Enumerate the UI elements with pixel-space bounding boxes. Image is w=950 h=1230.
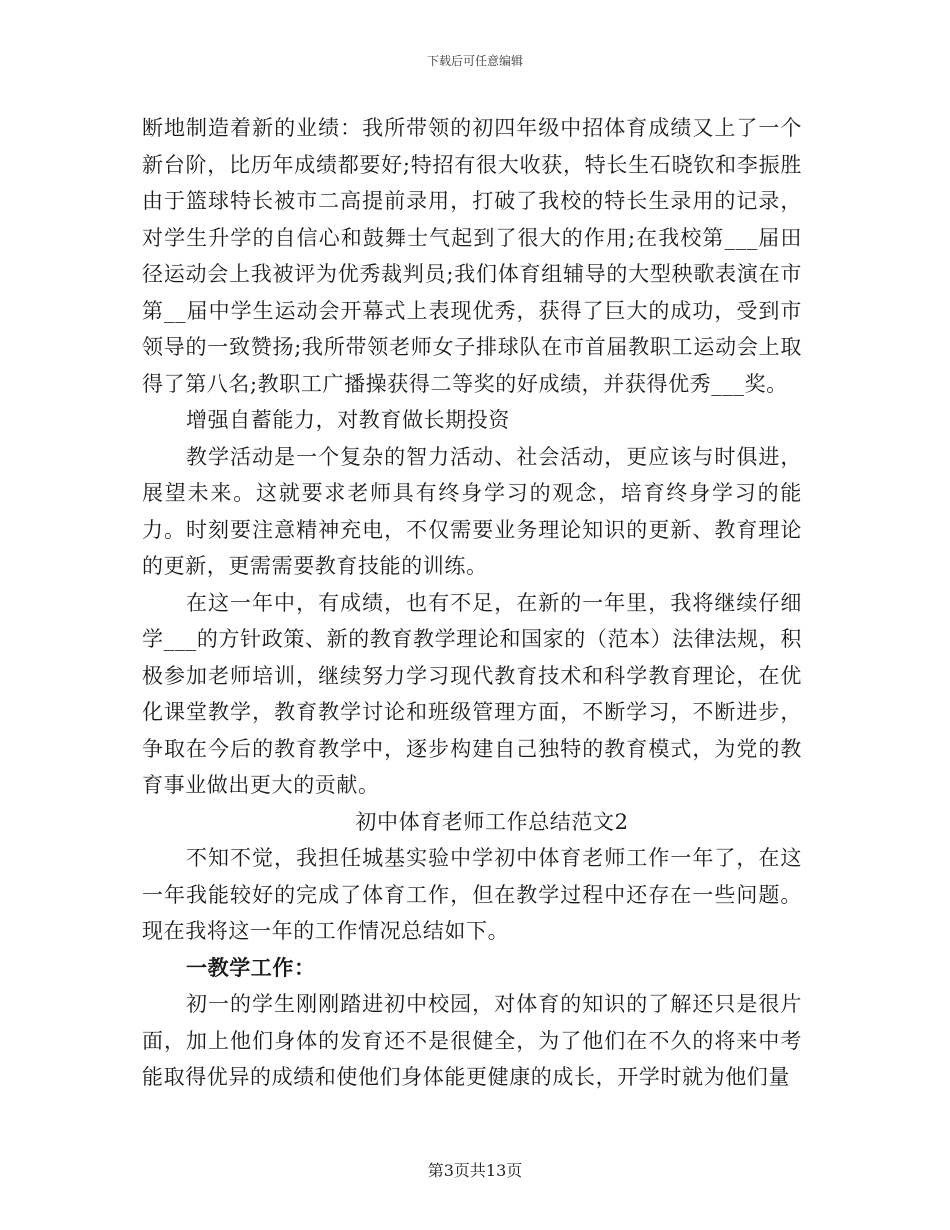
page-header-note: 下载后可任意编辑: [426, 54, 523, 68]
paragraph-next-year: 在这一年中，有成绩，也有不足，在新的一年里，我将继续仔细学___的方针政策、新的教育教学理论和国家的（范本）法律法规，积极参加老师培训，继续努力学习现代教育技术和科学教育理论，在优化课堂教学，教育教学讨论和班级管理方面，不断学习，不断进步，争取在今后的教育教学中，逐步构建自己独特的教育模式，为党的教育事业做出更大的贡献。: [142, 590, 802, 797]
section-title-2: 初中体育老师工作总结范文2: [355, 809, 629, 834]
subheading-self-improvement: 增强自蓄能力，对教育做长期投资: [186, 408, 510, 432]
document-body: [142, 110, 802, 1096]
paragraph-intro-2: 不知不觉，我担任城基实验中学初中体育老师工作一年了，在这一年我能较好的完成了体育工作，但在教学过程中还存在一些问题。现在我将这一年的工作情况总结如下。: [142, 846, 802, 943]
paragraph-teaching: 初一的学生刚刚踏进初中校园，对体育的知识的了解还只是很片面，加上他们身体的发育还不是很健全，为了他们在不久的将来中考能取得优异的成绩和使他们身体能更健康的成长，开学时就为他们量: [142, 992, 802, 1089]
paragraph-achievements: 断地制造着新的业绩：我所带领的初四年级中招体育成绩又上了一个新台阶，比历年成绩都要好;特招有很大收获，特长生石晓钦和李振胜由于篮球特长被市二高提前录用，打破了我校的特长生录用的记录，对学生升学的自信心和鼓舞士气起到了很大的作用;在我校第___届田径运动会上我被评为优秀裁判员;我们体育组辅导的大型秧歌表演在市第__届中学生运动会开幕式上表现优秀，获得了巨大的成功，受到市领导的一致赞扬;我所带领老师女子排球队在市首届教职工运动会上取得了第八名;教职工广播操获得二等奖的好成绩，并获得优秀___奖。: [142, 116, 802, 396]
page-number: 第3页共13页: [427, 1161, 523, 1180]
paragraph-lifelong-learning: 教学活动是一个复杂的智力活动、社会活动，更应该与时俱进，展望未来。这就要求老师具有终身学习的观念，培育终身学习的能力。时刻要注意精神充电，不仅需要业务理论知识的更新、教育理论的更新，更需需要教育技能的训练。: [142, 444, 802, 578]
section-heading-teaching: 一教学工作：: [186, 954, 316, 980]
